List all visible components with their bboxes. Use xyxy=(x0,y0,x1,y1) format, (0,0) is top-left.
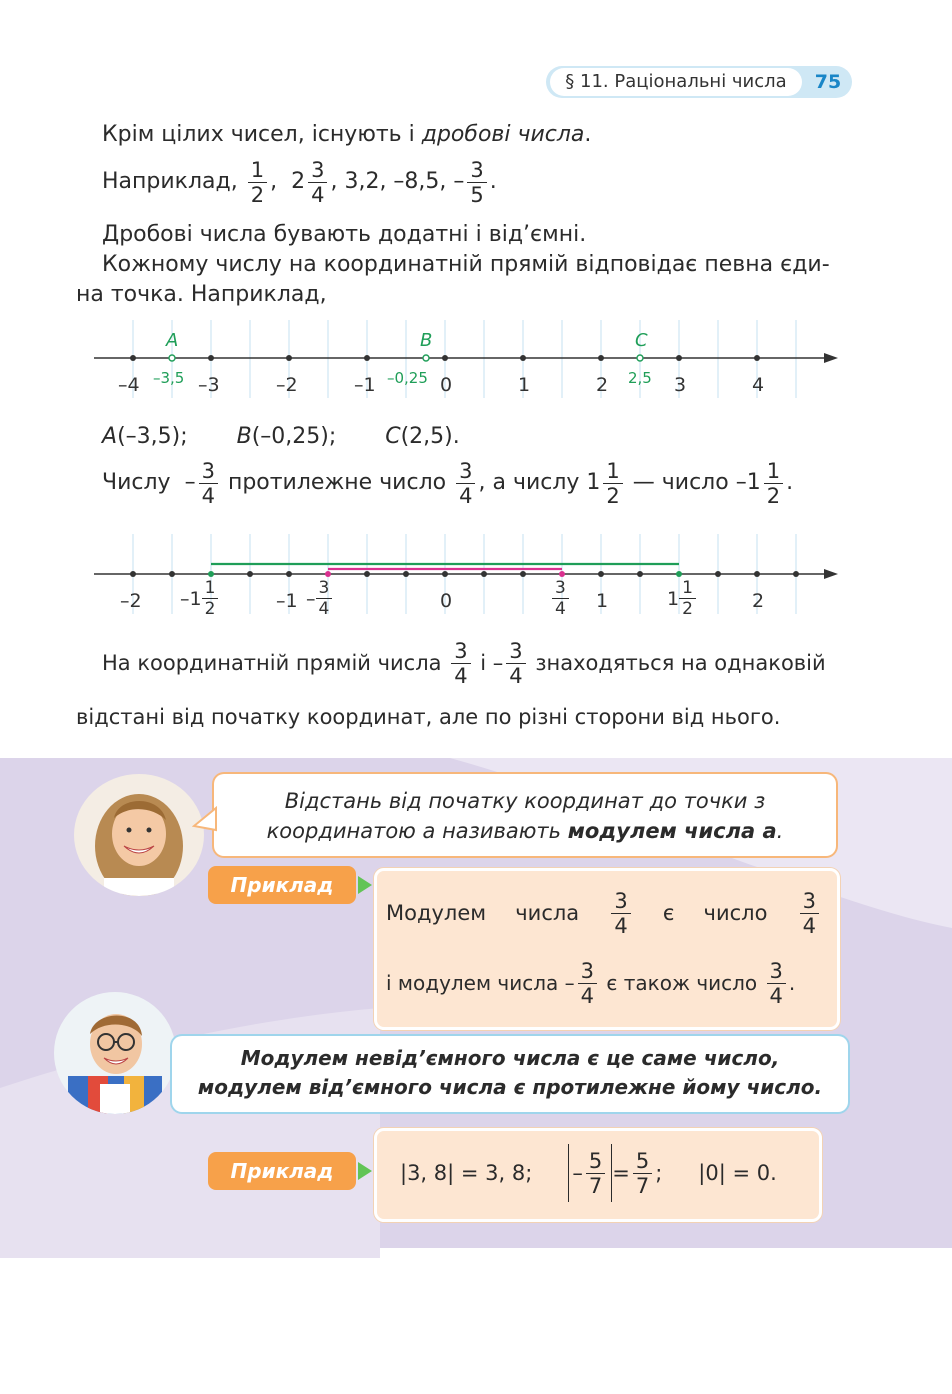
example-1-line-2: і модулем числа – $\frac{3}{4}$ є також число $\frac{3}{4}$ . xyxy=(386,958,796,1008)
point-label-a: A xyxy=(166,330,179,351)
tick-label: 2 xyxy=(596,374,609,396)
paragraph-5: Числу – $\frac{3}{4}$ протилежне число $\frac{3}{4}$ , а числу 1 $\frac{1}{2}$ — число –1 $\frac{1}{2}$ . xyxy=(102,458,794,508)
point-value-a: –3,5 xyxy=(153,369,185,387)
tick-label: –1 xyxy=(276,590,298,612)
tick-label: –1 xyxy=(354,374,376,396)
example-1-line-1: Модулем числа $\frac{3}{4}$ є число $\frac{3}{4}$ xyxy=(386,880,822,946)
point-label-c: C xyxy=(635,330,648,351)
point-value-b: –0,25 xyxy=(387,369,428,387)
example-label-1: Приклад xyxy=(208,866,356,904)
paragraph-7: відстані від початку координат, але по різні сторони від нього. xyxy=(76,705,781,729)
frac-label-1-1-2: 1 $\frac{1}{2}$ xyxy=(667,578,696,619)
paragraph-2: Наприклад, $\frac{1}{2}$ , 2 $\frac{3}{4}$ , 3,2, –8,5, – $\frac{3}{5}$ . xyxy=(102,157,497,207)
tick-label: 1 xyxy=(518,374,531,396)
frac-label-3-4: $\frac{3}{4}$ xyxy=(552,578,569,619)
boy-avatar xyxy=(54,992,176,1114)
tick-label: –3 xyxy=(198,374,220,396)
tick-label: 4 xyxy=(752,374,765,396)
tick-label: 3 xyxy=(674,374,687,396)
page-number: 75 xyxy=(814,71,842,93)
arrow-icon xyxy=(358,876,372,894)
tick-label: –2 xyxy=(276,374,298,396)
paragraph-1: Крім цілих чисел, існують і дробові числа. xyxy=(102,122,592,147)
girl-avatar xyxy=(74,774,204,896)
tick-label: –2 xyxy=(120,590,142,612)
coordinates-line: A(–3,5); B(–0,25); C(2,5). xyxy=(102,424,460,449)
rule-text: Модулем невід’ємного числа є це саме число, модулем від’ємного числа є протилежне йому число. xyxy=(197,1046,823,1099)
point-value-c: 2,5 xyxy=(628,369,652,387)
paragraph-4-line-2: на точка. Наприклад, xyxy=(76,282,327,307)
tick-label: 0 xyxy=(440,374,453,396)
tick-label: 1 xyxy=(596,590,609,612)
tick-label: –4 xyxy=(118,374,140,396)
frac-label-neg-1-1-2: –1 $\frac{1}{2}$ xyxy=(180,578,218,619)
example-label-2: Приклад xyxy=(208,1152,356,1190)
tick-label: 2 xyxy=(752,590,765,612)
paragraph-3: Дробові числа бувають додатні і від’ємні. xyxy=(102,222,587,247)
point-label-b: B xyxy=(420,330,433,351)
section-title: § 11. Раціональні числа xyxy=(550,68,802,96)
definition-text: Відстань від початку координат до точки з координатою a називають модулем числа a. xyxy=(266,789,784,843)
tick-label: 0 xyxy=(440,590,453,612)
arrow-icon xyxy=(358,1162,372,1180)
paragraph-4-line-1: Кожному числу на координатній прямій відповідає певна єди- xyxy=(102,252,830,277)
paragraph-6: На координатній прямій числа $\frac{3}{4}$ і – $\frac{3}{4}$ знаходяться на однаковій xyxy=(102,638,826,688)
example-2-expressions: |3, 8| = 3, 8; – $\frac{5}{7}$ = $\frac{5}{7}$ ; |0| = 0. xyxy=(400,1140,777,1206)
frac-label-neg-3-4: – $\frac{3}{4}$ xyxy=(306,578,332,619)
